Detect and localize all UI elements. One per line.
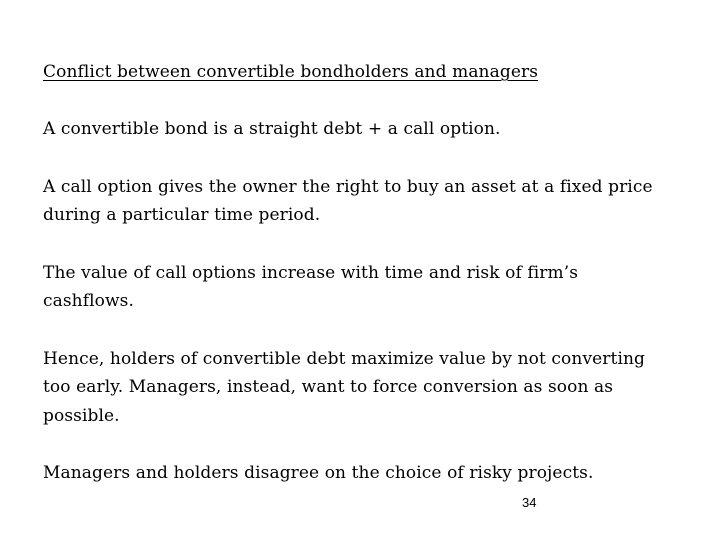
paragraph-2-line-1: A call option gives the owner the right to buy an asset at a fixed price (43, 177, 653, 197)
page-number: 34 (522, 495, 537, 510)
paragraph-4-line-1: Hence, holders of convertible debt maximize value by not converting (43, 349, 646, 369)
paragraph-4-line-3: possible. (43, 406, 120, 426)
paragraph-3-line-2: cashflows. (43, 291, 134, 311)
slide-title: Conflict between convertible bondholders and managers (43, 62, 539, 82)
paragraph-4-line-2: too early. Managers, instead, want to force conversion as soon as (43, 377, 614, 397)
paragraph-1-line-1: A convertible bond is a straight debt + a call option. (43, 119, 501, 139)
paragraph-2-line-2: during a particular time period. (43, 205, 321, 225)
paragraph-5-line-1: Managers and holders disagree on the choice of risky projects. (43, 463, 594, 483)
paragraph-3-line-1: The value of call options increase with time and risk of firm’s (43, 263, 579, 283)
